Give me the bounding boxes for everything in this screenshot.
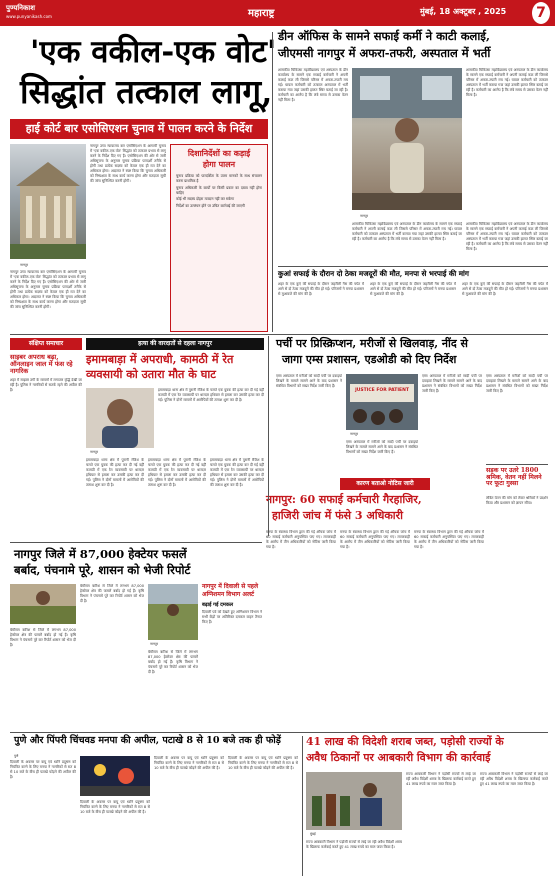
headline-aiims-1: पर्ची पर प्रिस्क्रिप्शन, मरीजों से खिलवाड़, नींद से [276,337,468,350]
victim-photo [86,388,154,448]
dateline-lawyer: नागपुर [20,263,28,267]
dateline-aiims: नागपुर [350,432,358,436]
body-dean-below: शासकीय चिकित्सा महाविद्यालय एवं अस्पताल के डीन कार्यालय के सामने एक सफाई कर्मचारी ने अपनी कलाई काट ली जिससे परिसर में अफरा-तफरी मच गई। घायल कर्मचारी को तत्काल अस्पताल में भर्ती कराया गया जहां उसकी हालत स्थिर बताई जा रही है। कर्मचारी का आरोप है कि लंबे समय से उसका वेतन नहीं मिला है। [352,222,462,241]
guidelines-box-title-1: दिशानिर्देशों का कड़ाई [187,149,251,158]
headline-absent-1: नागपुर: 60 सफाई कर्मचारी गैरहाजिर, [266,493,422,506]
sidebar-title-2: सड़क पर उतरे 1800 श्रमिक, वेतन नहीं मिलने पर फूटा गुस्सा [486,467,542,488]
body-kamthi-c: इमामबाड़ा थाना क्षेत्र में पुरानी रंजिश के चलते एक युवक की हत्या कर दी गई वहीं कामठी में एक रेत व्यवसायी पर धारदार हथियार से हमला कर उसकी हत्या कर दी गई। पुलिस ने दोनों मामलों में आरोपियों की तलाश शुरू कर दी है। [148,458,206,487]
body-pune-col3: दिवाली के अवसर पर वायु एवं ध्वनि प्रदूषण को नियंत्रित करने के लिए मनपा ने नागरिकों से रात 8 से 10 बजे के बीच ही पटाखे फोड़ने की अपील की है। [154,756,224,770]
body-dean-col3b: शासकीय चिकित्सा महाविद्यालय एवं अस्पताल के डीन कार्यालय के सामने एक सफाई कर्मचारी ने अपनी कलाई काट ली जिससे परिसर में अफरा-तफरी मच गई। घायल कर्मचारी को तत्काल अस्पताल में भर्ती कराया गया जहां उसकी हालत स्थिर बताई जा रही है। कर्मचारी का आरोप है कि लंबे समय से उसका वेतन नहीं मिला है। [466,222,548,251]
page-number: 7 [532,2,550,24]
body-liquor-col1: राज्य आबकारी विभाग ने पड़ोसी राज्यों से लाई जा रही अवैध विदेशी शराब के खिलाफ कार्रवाई करते हुए 41 लाख रुपये का माल जब्त किया है। [306,840,402,849]
headline-kamthi-1: इमामबाड़ा में अपराधी, कामठी में रेत [86,352,234,366]
farmer-photo [10,584,76,624]
court-building-photo [10,144,86,259]
dateline-crops: नागपुर [150,642,158,646]
badge-notice: कारण बताओ नोटिस जारी [340,478,430,490]
body-aiims-below: एम्स अस्पताल में मरीजों को सादी पर्ची पर दवाइयां लिखने के मामले सामने आने के बाद प्रशासन ने संबंधित विभागों को सख्त निर्देश जारी किए हैं। [346,440,418,454]
sidebar-label: संक्षिप्त समाचार [10,338,82,350]
section-label: महाराष्ट्र [248,8,275,19]
body-absent-col1: मनपा के स्वास्थ्य विभाग द्वारा की गई औचक जांच में 60 सफाई कर्मचारी अनुपस्थित पाए गए। लापरवाही के आरोप में तीन अधिकारियों को नोटिस जारी किया गया है। [266,530,336,549]
body-aiims-col3: एम्स अस्पताल में मरीजों को सादी पर्ची पर दवाइयां लिखने के मामले सामने आने के बाद प्रशासन ने संबंधित विभागों को सख्त निर्देश जारी किए हैं। [422,374,482,393]
headline-contractor: कुआं सफाई के दौरान दो ठेका मजदूरों की मौत, मनपा से भरपाई की मांग [278,269,469,278]
fireworks-photo [80,756,150,796]
body-absent-col3: मनपा के स्वास्थ्य विभाग द्वारा की गई औचक जांच में 60 सफाई कर्मचारी अनुपस्थित पाए गए। लापरवाही के आरोप में तीन अधिकारियों को नोटिस जारी किया गया है। [414,530,484,549]
headline-aiims-2: जागा एम्स प्रशासन, एडओडी को दिए निर्देश [282,353,457,366]
dateline-kamthi: नागपुर [90,450,98,454]
guideline-point: निर्देशों का उल्लंघन होने पर उचित कार्रवाई की जाएगी [176,203,245,208]
body-lawyer-col2: नागपुर उच्च न्यायालय बार एसोसिएशन के आगामी चुनाव में 'एक वकील-एक वोट' सिद्धांत को तत्काल प्रभाव से लागू करने के निर्देश दिए गए हैं। एसोसिएशन की ओर से जारी अधिसूचना के अनुसार चुनाव प्रक्रिया पारदर्शी तरीके से होगी तथा प्रत्येक सदस्य को केवल एक ही मत देने का अधिकार होगा। अदालत ने स्पष्ट किया कि चुनाव अधिकारी को निष्पक्षता के साथ कार्य करना होगा और मतदाता सूची की जांच सुनिश्चित करनी होगी। [90,144,166,183]
protest-photo [346,374,418,430]
body-absent-col2: मनपा के स्वास्थ्य विभाग द्वारा की गई औचक जांच में 60 सफाई कर्मचारी अनुपस्थित पाए गए। लापरवाही के आरोप में तीन अधिकारियों को नोटिस जारी किया गया है। [340,530,410,549]
body-liquor-col3: राज्य आबकारी विभाग ने पड़ोसी राज्यों से लाई जा रही अवैध विदेशी शराब के खिलाफ कार्रवाई करते हुए 41 लाख रुपये का माल जब्त किया है। [480,772,548,786]
seized-liquor-photo [306,772,402,830]
body-pune-col2: दिवाली के अवसर पर वायु एवं ध्वनि प्रदूषण को नियंत्रित करने के लिए मनपा ने नागरिकों से रात 8 से 10 बजे के बीच ही पटाखे फोड़ने की अपील की है। [80,800,150,814]
kicker-fire: बढ़ाई गई दमकल [202,602,234,608]
guideline-point: कोई भी सदस्य दोहरा मतदान नहीं कर सकेगा [176,197,235,201]
headline-liquor-2: अवैध ठिकानों पर आबकारी विभाग की कार्रवाई [306,751,491,764]
banner-lawyer: हाई कोर्ट बार एसोसिएशन चुनाव में पालन करने के निर्देश [10,119,268,139]
headline-absent-2: हाजिरी जांच में फंसे 3 अधिकारी [272,509,404,522]
body-lawyer-col1: नागपुर उच्च न्यायालय बार एसोसिएशन के आगामी चुनाव में 'एक वकील-एक वोट' सिद्धांत को तत्काल प्रभाव से लागू करने के निर्देश दिए गए हैं। एसोसिएशन की ओर से जारी अधिसूचना के अनुसार चुनाव प्रक्रिया पारदर्शी तरीके से होगी तथा प्रत्येक सदस्य को केवल एक ही मत देने का अधिकार होगा। अदालत ने स्पष्ट किया कि चुनाव अधिकारी को निष्पक्षता के साथ कार्य करना होगा और मतदाता सूची की जांच सुनिश्चित करनी होगी। [10,270,86,309]
headline-pune: पुणे और पिंपरी चिंचवड मनपा की अपील, पटाखे 8 से 10 बजे तक ही फोड़ें [14,735,281,746]
body-pune-col1: दिवाली के अवसर पर वायु एवं ध्वनि प्रदूषण को नियंत्रित करने के लिए मनपा ने नागरिकों से रात 8 से 10 बजे के बीच ही पटाखे फोड़ने की अपील की है। [10,760,76,779]
body-fire: दिवाली पर्व को देखते हुए अग्निशमन विभाग ने सभी केंद्रों पर अतिरिक्त दमकल वाहन तैनात किए हैं। [202,610,262,624]
sidebar-body-1: शहर में साइबर ठगी के मामलों में लगातार वृद्धि देखी जा रही है। पुलिस ने नागरिकों से सतर्क रहने की अपील की है। [10,378,82,392]
body-aiims-col1: एम्स अस्पताल में मरीजों को सादी पर्ची पर दवाइयां लिखने के मामले सामने आने के बाद प्रशासन ने संबंधित विभागों को सख्त निर्देश जारी किए हैं। [276,374,342,388]
headline-fire-1: नागपुर में दिवाली से पहले [202,583,259,590]
body-crops-col1: बेमौसम बारिश से जिले में लगभग 87,000 हेक्टेयर क्षेत्र की फसलें बर्बाद हो गई हैं। कृषि विभाग ने पंचनामे पूरे कर रिपोर्ट शासन को भेज दी है। [10,628,76,647]
body-kamthi-b: इमामबाड़ा थाना क्षेत्र में पुरानी रंजिश के चलते एक युवक की हत्या कर दी गई वहीं कामठी में एक रेत व्यवसायी पर धारदार हथियार से हमला कर उसकी हत्या कर दी गई। पुलिस ने दोनों मामलों में आरोपियों की तलाश शुरू कर दी है। [86,458,144,487]
body-contractor-col2: शहर के एक कुएं की सफाई के दौरान जहरीली गैस की चपेट में आने से दो ठेका मजदूरों की मौत हो गई। परिजनों ने मनपा प्रशासन से मुआवजे की मांग की है। [370,282,456,296]
brand-logo: पुण्यनिकाश [6,3,36,12]
body-pune-col4: दिवाली के अवसर पर वायु एवं ध्वनि प्रदूषण को नियंत्रित करने के लिए मनपा ने नागरिकों से रात 8 से 10 बजे के बीच ही पटाखे फोड़ने की अपील की है। [228,756,298,770]
dateline-pune: पुणे [14,754,19,758]
body-dean-col3: शासकीय चिकित्सा महाविद्यालय एवं अस्पताल के डीन कार्यालय के सामने एक सफाई कर्मचारी ने अपनी कलाई काट ली जिससे परिसर में अफरा-तफरी मच गई। घायल कर्मचारी को तत्काल अस्पताल में भर्ती कराया गया जहां उसकी हालत स्थिर बताई जा रही है। कर्मचारी का आरोप है कि लंबे समय से उसका वेतन नहीं मिला है। [466,68,548,97]
guideline-point: चुनाव अधिकारी के कार्यों पर किसी प्रकार का दबाव नहीं होना चाहिए [176,185,262,195]
headline-crops-2: बर्बाद, पंचनामे पूरे, शासन को भेजी रिपोर्ट [14,563,191,577]
guideline-point: चुनाव प्रक्रिया को पारदर्शिता के उत्तम मानकों के साथ संचालन करना प्राथमिक है [176,174,262,183]
headline-dean-1: डीन ऑफिस के सामने सफाई कर्मी ने काटी कलाई, [278,29,490,43]
field-photo [148,584,198,640]
dateline-header: मुंबई, 18 अक्टूबर , 2025 [420,7,507,16]
guidelines-box [170,144,268,332]
body-sidebar-right: एम्स अस्पताल में मरीजों को सादी पर्ची पर दवाइयां लिखने के मामले सामने आने के बाद प्रशासन ने संबंधित विभागों को सख्त निर्देश जारी किए हैं। [486,374,548,393]
body-crops-col2: बेमौसम बारिश से जिले में लगभग 87,000 हेक्टेयर क्षेत्र की फसलें बर्बाद हो गई हैं। कृषि विभाग ने पंचनामे पूरे कर रिपोर्ट शासन को भेज दी है। [80,584,144,603]
headline-liquor-1: 41 लाख की विदेशी शराब जब्त, पड़ोसी राज्यों के [306,735,504,748]
body-dean-col1: शासकीय चिकित्सा महाविद्यालय एवं अस्पताल के डीन कार्यालय के सामने एक सफाई कर्मचारी ने अपनी कलाई काट ली जिससे परिसर में अफरा-तफरी मच गई। घायल कर्मचारी को तत्काल अस्पताल में भर्ती कराया गया जहां उसकी हालत स्थिर बताई जा रही है। कर्मचारी का आरोप है कि लंबे समय से उसका वेतन नहीं मिला है। [278,68,348,102]
body-kamthi-d: इमामबाड़ा थाना क्षेत्र में पुरानी रंजिश के चलते एक युवक की हत्या कर दी गई वहीं कामठी में एक रेत व्यवसायी पर धारदार हथियार से हमला कर उसकी हत्या कर दी गई। पुलिस ने दोनों मामलों में आरोपियों की तलाश शुरू कर दी है। [210,458,264,487]
sidebar-title-1: साइबर अपराध बढ़ा, ऑनलाइन जाल में फंस रहे नागरिक [10,353,73,375]
dean-office-photo [352,68,462,210]
headline-fire-2: अग्निशमन विभाग अलर्ट [202,591,255,598]
guidelines-box-title-2: होगा पालन [202,160,236,169]
headline-lawyer-2: सिद्धांत तत्काल लागू, [20,72,273,111]
sidebar-body-2: लंबित वेतन की मांग को लेकर श्रमिकों ने प्रदर्शन किया और प्रशासन को ज्ञापन सौंपा। [486,496,548,505]
body-contractor-col3: शहर के एक कुएं की सफाई के दौरान जहरीली गैस की चपेट में आने से दो ठेका मजदूरों की मौत हो गई। परिजनों ने मनपा प्रशासन से मुआवजे की मांग की है। [462,282,548,296]
body-contractor-col1: शहर के एक कुएं की सफाई के दौरान जहरीली गैस की चपेट में आने से दो ठेका मजदूरों की मौत हो गई। परिजनों ने मनपा प्रशासन से मुआवजे की मांग की है। [278,282,364,296]
body-kamthi-a: इमामबाड़ा थाना क्षेत्र में पुरानी रंजिश के चलते एक युवक की हत्या कर दी गई वहीं कामठी में एक रेत व्यवसायी पर धारदार हथियार से हमला कर उसकी हत्या कर दी गई। पुलिस ने दोनों मामलों में आरोपियों की तलाश शुरू कर दी है। [158,388,264,402]
protest-banner-text: JUSTICE FOR PATIENT [355,388,409,393]
body-liquor-col2: राज्य आबकारी विभाग ने पड़ोसी राज्यों से लाई जा रही अवैध विदेशी शराब के खिलाफ कार्रवाई करते हुए 41 लाख रुपये का माल जब्त किया है। [406,772,476,786]
headline-lawyer-1: 'एक वकील-एक वोट' [30,34,277,70]
site-url: www.punyanikash.com [6,14,52,19]
dateline-liquor: मुंबई [310,832,316,836]
headline-kamthi-2: व्यवसायी को उतारा मौत के घाट [86,367,216,381]
body-crops-col3: बेमौसम बारिश से जिले में लगभग 87,000 हेक्टेयर क्षेत्र की फसलें बर्बाद हो गई हैं। कृषि विभाग ने पंचनामे पूरे कर रिपोर्ट शासन को भेज दी है। [148,650,198,674]
headline-dean-2: जीएमसी नागपुर में अफरा-तफरी, अस्पताल में भर्ती [278,46,491,60]
headline-crops-1: नागपुर जिले में 87,000 हेक्टेयर फसलें [14,547,187,561]
kicker-kamthi: हत्या की वारदातों से दहला नागपुर [86,338,264,350]
dateline-dean: नागपुर [360,214,368,218]
